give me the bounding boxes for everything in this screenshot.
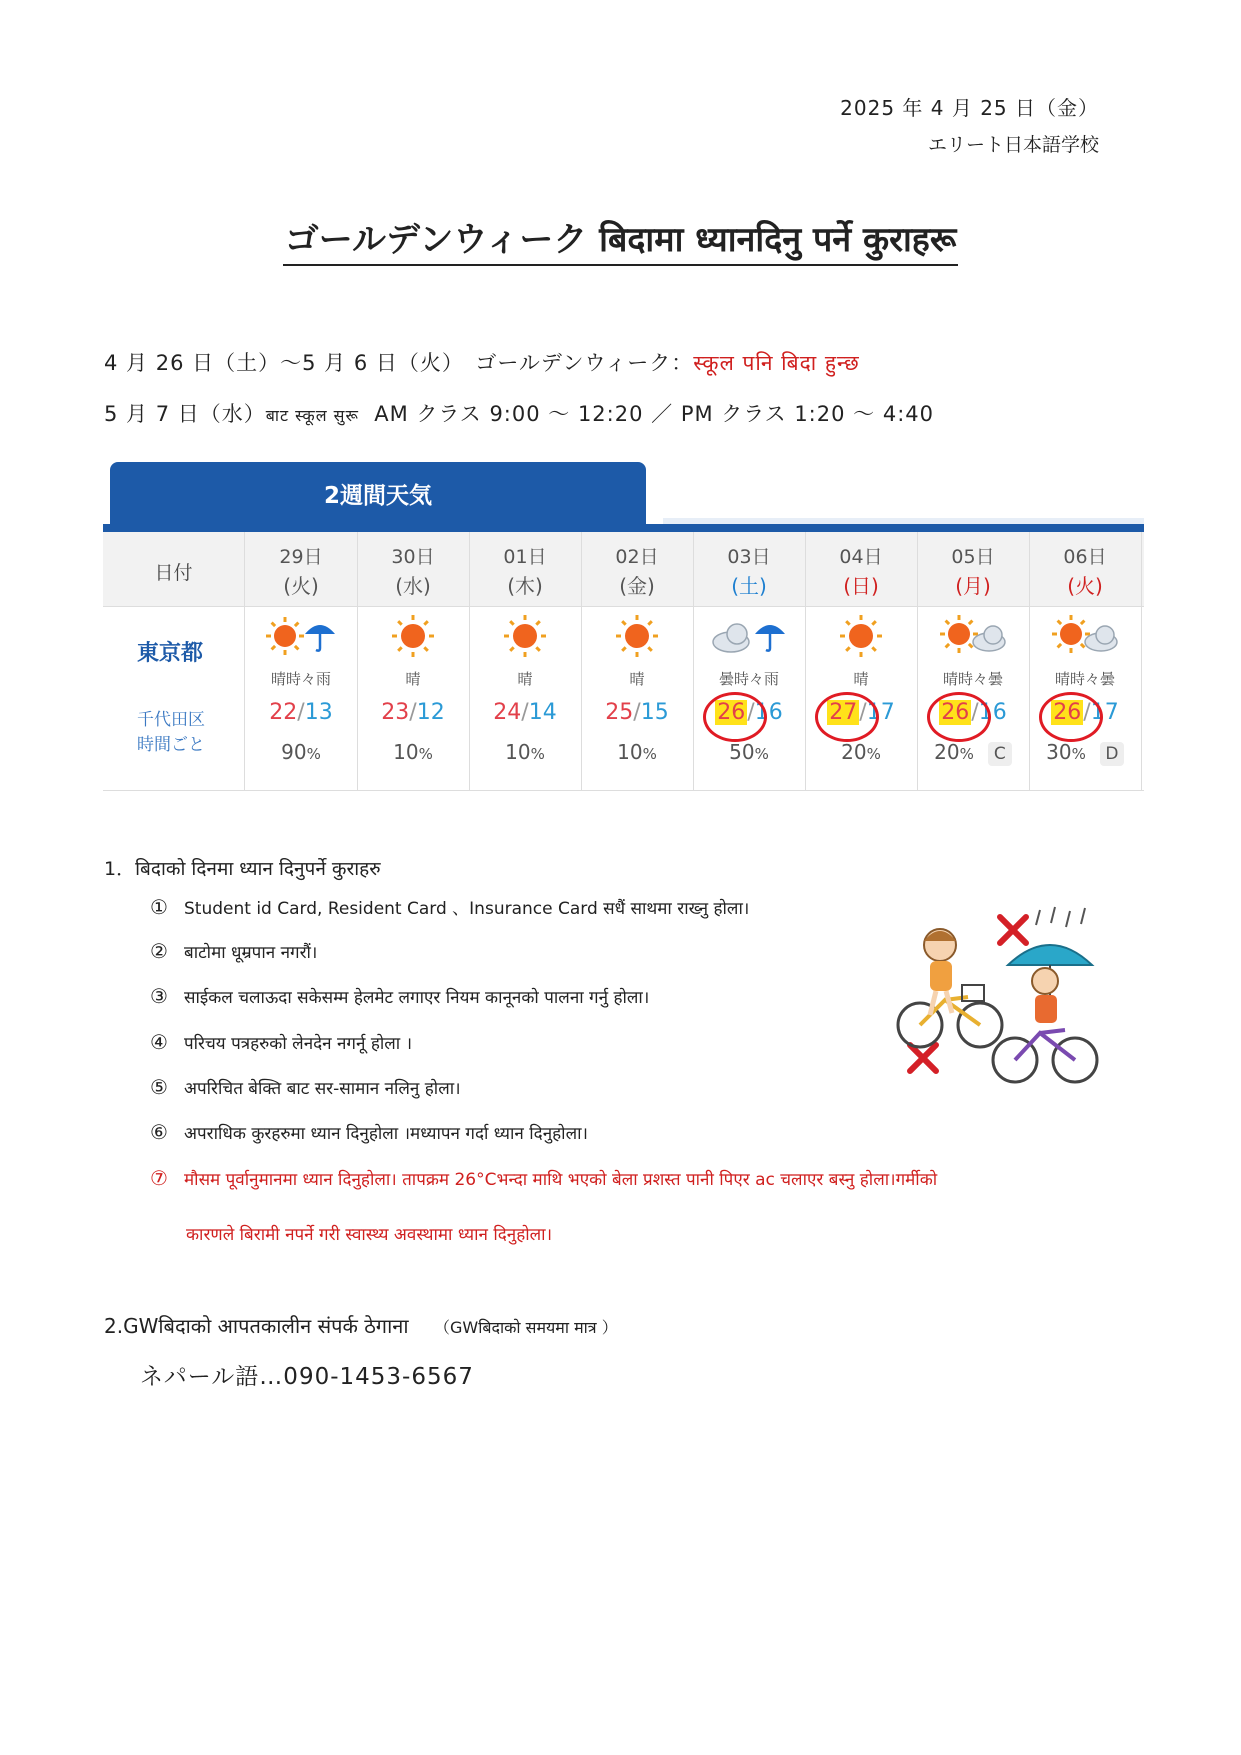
schedule-line-2: [104, 398, 934, 428]
precip-value: 20: [934, 740, 960, 764]
weather-description: 晴時々曇: [1054, 670, 1115, 688]
boy-with-umbrella-icon: [993, 945, 1097, 1082]
item-number: ⑤: [150, 1075, 168, 1099]
sun-icon: [581, 614, 693, 658]
temp-high: 27: [829, 700, 858, 725]
restart-note: बाट स्कूल सुरू: [265, 406, 359, 425]
day-weekday: (火): [283, 574, 319, 598]
notice-item: [150, 1120, 588, 1144]
sun-cloud-icon: [917, 614, 1029, 658]
city-link[interactable]: 東京都: [137, 641, 204, 666]
temp-low: 13: [304, 700, 333, 725]
item-text: Student id Card, Resident Card 、Insurance Card सधैं साथमा राख्नु होला।: [184, 899, 750, 919]
date-label: 日付: [154, 562, 193, 584]
notice-item: [150, 1075, 461, 1099]
temperature: [245, 700, 357, 725]
restart-date: 5 月 7 日（水）: [104, 402, 266, 426]
item-text: बाटोमा धूम्रपान नगरौं।: [184, 943, 318, 963]
item-text: अपराधिक कुरहरुमा ध्यान दिनुहोला ।मध्यापन गर्दा ध्यान दिनुहोला।: [184, 1124, 588, 1144]
sun-icon: [357, 614, 469, 658]
tab-underline: [103, 524, 1144, 532]
notice-item: [150, 894, 749, 919]
day-date: 03日: [727, 546, 771, 568]
temp-high: 23: [381, 700, 410, 725]
temp-separator: /: [747, 700, 755, 725]
temp-low: 17: [866, 700, 895, 725]
prohibit-x-icon-2: [910, 1045, 936, 1071]
day-date: 05日: [951, 546, 995, 568]
item-number: ②: [150, 939, 168, 963]
notice-item: [150, 1166, 937, 1190]
item-number: ⑥: [150, 1120, 168, 1144]
item-number: ④: [150, 1030, 168, 1054]
temp-high: 22: [269, 700, 298, 725]
day-weekday: (月): [955, 574, 991, 598]
day-date: 06日: [1063, 546, 1107, 568]
temp-separator: /: [409, 700, 417, 725]
temp-low: 14: [528, 700, 557, 725]
day-date: 29日: [279, 546, 323, 568]
weather-description: 晴時々雨: [270, 670, 331, 688]
day-weekday: (金): [619, 574, 655, 598]
page-title-text: ゴールデンウィーク बिदामा ध्यानदिनु पर्ने कुराहरू: [283, 220, 959, 266]
precip-value: 10: [393, 740, 419, 764]
precip-unit: %: [754, 745, 769, 763]
day-column: [245, 532, 358, 790]
temp-separator: /: [297, 700, 305, 725]
precip-chance: [917, 740, 1029, 766]
precip-value: 90: [281, 740, 307, 764]
temp-high: 26: [717, 700, 746, 725]
day-column: [581, 532, 694, 790]
precip-chance: [469, 740, 581, 764]
emergency-phone: ネパール語…090-1453-6567: [140, 1364, 474, 1390]
weather-description: 晴: [629, 670, 645, 688]
precip-value: 20: [841, 740, 867, 764]
temp-high: 24: [493, 700, 522, 725]
document-date: 2025 年 4 月 25 日（金）: [840, 96, 1099, 120]
day-column: [1029, 532, 1142, 790]
temperature: [469, 700, 581, 725]
day-weekday: (水): [395, 574, 431, 598]
precip-unit: %: [642, 745, 657, 763]
notice-item: [150, 984, 649, 1008]
confidence-badge: D: [1100, 742, 1124, 766]
item-text: मौसम पूर्वानुमानमा ध्यान दिनुहोला। तापक्रम 26°Cभन्दा माथि भएको बेला प्रशस्त पानी पिएर ac चलाएर बस्नु होला।गर्मीको: [184, 1170, 938, 1190]
class-times: AM クラス 9:00 ～ 12:20 ／ PM クラス 1:20 ～ 4:40: [374, 402, 934, 426]
precip-chance: [245, 740, 357, 764]
temp-high: 26: [1053, 700, 1082, 725]
weather-description: 晴: [517, 670, 533, 688]
temp-separator: /: [1083, 700, 1091, 725]
precip-unit: %: [530, 745, 545, 763]
tab-two-week-weather[interactable]: 2週間天気: [110, 462, 646, 530]
day-weekday: (日): [843, 574, 879, 598]
emergency-contact-note: （GWबिदाको समयमा मात्र ）: [433, 1318, 618, 1337]
temp-high: 25: [605, 700, 634, 725]
sun-icon: [805, 614, 917, 658]
ward-label[interactable]: [137, 708, 205, 758]
cloud-umbrella-icon: [693, 614, 805, 658]
temp-low: 15: [640, 700, 669, 725]
temp-low: 17: [1090, 700, 1119, 725]
notice-item: [150, 1030, 412, 1054]
prohibit-x-icon: [1000, 917, 1026, 943]
item-text: साईकल चलाऊदा सकेसम्म हेलमेट लगाएर नियम कानूनको पालना गर्नु होला।: [184, 988, 650, 1008]
cycling-illustration-svg: [890, 905, 1110, 1095]
highlight-circle: [927, 692, 991, 742]
precip-value: 10: [617, 740, 643, 764]
weather-table: [103, 532, 1144, 791]
confidence-badge: C: [988, 742, 1012, 766]
precip-chance: [1029, 740, 1141, 766]
item-number: ⑦: [150, 1166, 168, 1190]
weather-description: 晴時々曇: [942, 670, 1003, 688]
school-name: エリート日本語学校: [927, 134, 1099, 156]
day-column: [469, 532, 582, 790]
temp-high: 26: [941, 700, 970, 725]
page-title: [0, 212, 1241, 261]
temperature: [581, 700, 693, 725]
precip-value: 50: [729, 740, 755, 764]
section-1-heading: 1．बिदाको दिनमा ध्यान दिनुपर्ने कुराहरु: [104, 858, 381, 880]
precip-unit: %: [866, 745, 881, 763]
sun-cloud-icon: [1029, 614, 1141, 658]
item-7-continuation: कारणले बिरामी नपर्ने गरी स्वास्थ्य अवस्थामा ध्यान दिनुहोला।: [186, 1225, 553, 1245]
precip-chance: [357, 740, 469, 764]
highlight-circle: [1039, 692, 1103, 742]
precip-chance: [805, 740, 917, 764]
rain-icon: [1036, 907, 1085, 927]
day-weekday: (火): [1067, 574, 1103, 598]
day-date: 04日: [839, 546, 883, 568]
school-closed-note: स्कूल पनि बिदा हुन्छ: [693, 351, 860, 375]
item-number: ①: [150, 895, 168, 919]
section-2-heading: [104, 1312, 618, 1339]
precip-value: 30: [1046, 740, 1072, 764]
weather-description: 晴: [853, 670, 869, 688]
day-date: 02日: [615, 546, 659, 568]
day-date: 01日: [503, 546, 547, 568]
day-column: [917, 532, 1030, 790]
day-column: [357, 532, 470, 790]
precip-unit: %: [959, 745, 974, 763]
temp-separator: /: [521, 700, 529, 725]
precip-value: 10: [505, 740, 531, 764]
temperature: [357, 700, 469, 725]
temp-separator: /: [859, 700, 867, 725]
precip-chance: [581, 740, 693, 764]
weather-label-column: [103, 532, 245, 790]
hourly-link[interactable]: 時間ごと: [137, 735, 205, 755]
precip-chance: [693, 740, 805, 764]
temp-low: 16: [978, 700, 1007, 725]
highlight-circle: [815, 692, 879, 742]
precip-unit: %: [418, 745, 433, 763]
precip-unit: %: [1071, 745, 1086, 763]
item-text: अपरिचित बेक्ति बाट सर-सामान नलिनु होला।: [184, 1079, 461, 1099]
temp-low: 12: [416, 700, 445, 725]
temp-low: 16: [754, 700, 783, 725]
sun-icon: [469, 614, 581, 658]
day-column: [805, 532, 918, 790]
girl-on-bike-icon: [898, 929, 1002, 1047]
schedule-line-1: [104, 347, 860, 377]
item-number: ③: [150, 984, 168, 1008]
day-date: 30日: [391, 546, 435, 568]
holiday-period: 4 月 26 日（土）〜5 月 6 日（火） ゴールデンウィーク：: [104, 351, 694, 375]
temp-separator: /: [633, 700, 641, 725]
notice-item: [150, 939, 317, 963]
weather-widget: [103, 462, 1144, 790]
day-weekday: (木): [507, 574, 543, 598]
weather-description: 曇時々雨: [718, 670, 779, 688]
highlight-circle: [703, 692, 767, 742]
day-weekday: (土): [731, 574, 767, 598]
weather-description: 晴: [405, 670, 421, 688]
emergency-contact-title: 2.GWबिदाको आपतकालीन संपर्क ठेगाना: [104, 1314, 409, 1338]
ward-name[interactable]: 千代田区: [137, 710, 205, 730]
cycling-illustration: [890, 905, 1110, 1095]
item-text: परिचय पत्रहरुको लेनदेन नगर्नू होला ।: [184, 1034, 413, 1054]
day-column: [693, 532, 806, 790]
sun-umbrella-icon: [245, 614, 357, 658]
temp-separator: /: [971, 700, 979, 725]
precip-unit: %: [306, 745, 321, 763]
